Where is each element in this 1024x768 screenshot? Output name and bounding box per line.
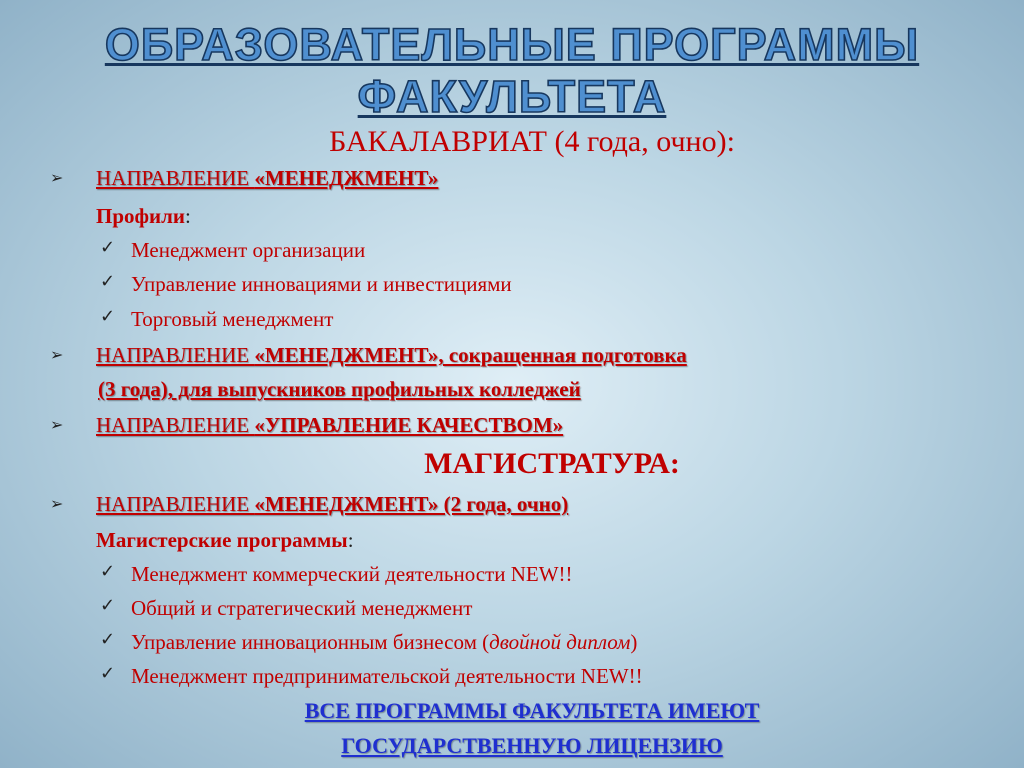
checkmark-icon: ✓ — [100, 561, 116, 582]
master-programs-label-text: Магистерские программы — [96, 528, 348, 552]
master-heading: МАГИСТРАТУРА: — [424, 447, 680, 480]
license-footer-line-1: ВСЕ ПРОГРАММЫ ФАКУЛЬТЕТА ИМЕЮТ — [304, 698, 760, 723]
bachelor-direction-management — [96, 165, 438, 191]
master-programs-colon: : — [347, 528, 354, 552]
arrowhead-bullet-icon: ➢ — [50, 415, 64, 434]
profiles-colon: : — [185, 204, 191, 228]
master-program-item: Менеджмент коммерческий деятельности NEW!! — [131, 562, 573, 586]
master-program-item-double-degree — [131, 629, 637, 655]
program-text-tail: ) — [630, 630, 638, 654]
master-direction-management — [96, 491, 568, 517]
master-program-item: Общий и стратегический менеджмент — [131, 596, 473, 620]
direction-name: «УПРАВЛЕНИЕ КАЧЕСТВОМ» — [254, 413, 564, 437]
direction-name: «МЕНЕДЖМЕНТ» (2 года, очно) — [254, 492, 569, 516]
direction-prefix: НАПРАВЛЕНИЕ — [96, 343, 255, 367]
master-program-item: Менеджмент предпринимательской деятельности NEW!! — [131, 664, 643, 688]
profile-item: Торговый менеджмент — [131, 307, 334, 331]
direction-name: «МЕНЕДЖМЕНТ» — [254, 166, 439, 190]
direction-prefix: НАПРАВЛЕНИЕ — [96, 492, 255, 516]
double-degree-note: двойной диплом — [489, 630, 631, 654]
arrowhead-bullet-icon: ➢ — [50, 345, 64, 364]
bachelor-direction-quality — [96, 412, 563, 438]
checkmark-icon: ✓ — [100, 271, 116, 292]
slide-title-line-1: ОБРАЗОВАТЕЛЬНЫЕ ПРОГРАММЫ — [104, 19, 920, 70]
profile-item: Управление инновациями и инвестициями — [131, 272, 512, 296]
bachelor-heading: БАКАЛАВРИАТ (4 года, очно): — [329, 125, 735, 158]
direction-prefix: НАПРАВЛЕНИЕ — [96, 413, 255, 437]
checkmark-icon: ✓ — [100, 237, 116, 258]
slide-title-line-2: ФАКУЛЬТЕТА — [357, 71, 667, 122]
checkmark-icon: ✓ — [100, 663, 116, 684]
direction-prefix: НАПРАВЛЕНИЕ — [96, 166, 255, 190]
arrowhead-bullet-icon: ➢ — [50, 168, 64, 187]
checkmark-icon: ✓ — [100, 595, 116, 616]
license-footer-line-2: ГОСУДАРСТВЕННУЮ ЛИЦЕНЗИЮ — [341, 733, 723, 758]
program-text: Управление инновационным бизнесом ( — [131, 630, 490, 654]
direction-note: (3 года), для выпускников профильных колледжей — [98, 377, 581, 401]
profiles-label — [96, 203, 191, 229]
profiles-label-text: Профили — [96, 204, 186, 228]
profile-item: Менеджмент организации — [131, 238, 366, 262]
checkmark-icon: ✓ — [100, 629, 116, 650]
bachelor-direction-shortened-note — [98, 376, 581, 402]
direction-name: «МЕНЕДЖМЕНТ», сокращенная подготовка — [254, 343, 687, 367]
bachelor-direction-management-shortened — [96, 342, 687, 368]
checkmark-icon: ✓ — [100, 306, 116, 327]
arrowhead-bullet-icon: ➢ — [50, 494, 64, 513]
master-programs-label — [96, 527, 354, 553]
